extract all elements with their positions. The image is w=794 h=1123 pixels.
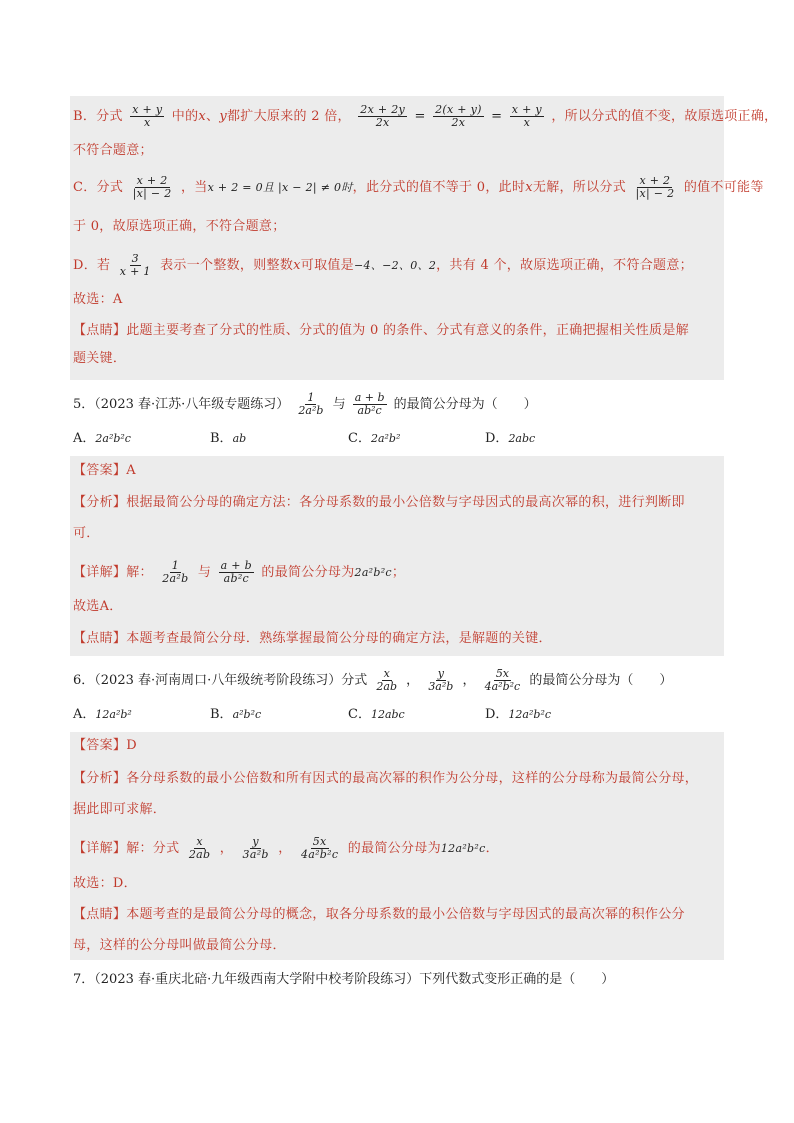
question-6-option-a: A．12a²b² (73, 707, 132, 722)
question-6-comment-cont: 母，这样的公分母叫做最简公分母． (73, 938, 286, 953)
question-6-analysis-cont: 据此即可求解． (73, 802, 167, 817)
comment-line-cont: 题关键． (73, 351, 127, 366)
fraction: $\frac{x + y}{x}$ (132, 103, 163, 129)
fraction: $\frac{2(x + y)}{2x}$ (435, 103, 482, 129)
question-6-option-d: D．12a²b²c (485, 707, 552, 722)
question-5-stem: 5．（2023 春·江苏·八年级专题练习） $\frac{1}{\text{2a²b}}$ 与 $\frac{a + b}{\text{ab²c}}$ 的最简公分母为（ ） (73, 391, 537, 417)
fraction: $\frac{x}{2ab}$ (376, 667, 398, 693)
question-7-stem: 7．（2023 春·重庆北碚·九年级西南大学附中校考阶段练习）下列代数式变形正确的是（ ） (73, 972, 615, 987)
question-6-answer: 【答案】D (73, 738, 137, 753)
question-5-comment: 【点睛】本题考查最简公分母．熟练掌握最简公分母的确定方法，是解题的关键． (73, 631, 552, 646)
comment-line: 【点睛】此题主要考查了分式的性质、分式的值为 0 的条件、分式有意义的条件，正确把握相关性质是解 (73, 323, 689, 338)
fraction: $\frac{a + b}{\text{ab²c}}$ (354, 391, 385, 417)
fraction: $\frac{x + y}{x}$ (511, 103, 542, 129)
question-6-comment: 【点睛】本题考查的是最简公分母的概念，取各分母系数的最小公倍数与字母因式的最高次幂的积作公分 (73, 907, 685, 922)
question-6-stem: 6．（2023 春·河南周口·八年级统考阶段练习）分式 $\frac{x}{2ab}$ ， $\frac{y}{\text{3a²b}}$ ， $\frac{5x}{\text{4a²b²c}}$ 的最简公分母为（ ） (73, 667, 673, 693)
question-5-choice: 故选A． (73, 599, 123, 614)
question-6-option-c: C．12abc (348, 707, 405, 722)
question-6-choice: 故选：D． (73, 876, 137, 891)
question-5-option-b: B．ab (210, 431, 247, 446)
option-c-explanation-cont: 于 0，故原选项正确，不符合题意； (73, 219, 286, 234)
question-5-option-a: A．2a²b²c (73, 431, 131, 446)
fraction: $\frac{5x}{\text{4a²b²c}}$ (300, 835, 339, 861)
fraction: $\frac{y}{\text{3a²b}}$ (428, 667, 454, 693)
fraction: $\frac{2x + 2y}{2x}$ (360, 103, 406, 129)
question-6-analysis: 【分析】各分母系数的最小公倍数和所有因式的最高次幂的积作为公分母，这样的公分母称为最简公分母， (73, 771, 699, 786)
option-c-explanation: C．分式 $\frac{x + 2}{|x| - 2}$ ，当x + 2 = 0且 |x − 2| ≠ 0时，此分式的值不等于 0，此时x无解，所以分式 $\frac{x + 2}{|x| - 2}$ 的值不可能等 (73, 174, 764, 200)
question-5-detail: 【详解】解： $\frac{1}{\text{2a²b}}$ 与 $\frac{a + b}{\text{ab²c}}$ 的最简公分母为2a²b²c； (73, 559, 406, 585)
option-d-explanation: D．若 $\frac{3}{x + 1}$ 表示一个整数，则整数x可取值是−4、−2、0、2，共有 4 个，故原选项正确，不符合题意； (73, 252, 693, 278)
fraction: $\frac{5x}{\text{4a²b²c}}$ (484, 667, 521, 693)
fraction: $\frac{3}{x + 1}$ (119, 252, 151, 278)
fraction: $\frac{a + b}{\text{ab²c}}$ (220, 559, 252, 585)
question-5-analysis-cont: 可． (73, 526, 100, 541)
fraction: $\frac{x + 2}{|x| - 2}$ (132, 174, 172, 200)
answer-line: 故选：A (73, 292, 123, 307)
option-b-explanation: B．分式 $\frac{x + y}{x}$ 中的x、y都扩大原来的 2 倍， $\frac{2x + 2y}{2x}$ = $\frac{2(x + y)}{2x}$ = $\frac{x + y}{x}$ ，所以分式的值不变，故原选项正确， (73, 103, 778, 129)
question-5-analysis: 【分析】根据最简公分母的确定方法：各分母系数的最小公倍数与字母因式的最高次幂的积，进行判断即 (73, 495, 685, 510)
question-6-detail: 【详解】解：分式 $\frac{x}{2ab}$ ， $\frac{y}{\text{3a²b}}$ ， $\frac{5x}{\text{4a²b²c}}$ 的最简公分母为12a²b²c． (73, 835, 499, 861)
solution-block-5 (70, 456, 724, 656)
fraction: $\frac{1}{\text{2a²b}}$ (298, 391, 324, 417)
fraction: $\frac{x + 2}{|x| - 2}$ (635, 174, 675, 200)
fraction: $\frac{y}{\text{3a²b}}$ (242, 835, 269, 861)
question-5-option-d: D．2abc (485, 431, 536, 446)
option-b-label: B．分式 (73, 109, 123, 124)
fraction: $\frac{1}{\text{2a²b}}$ (162, 559, 189, 585)
question-6-option-b: B．a²b²c (210, 707, 262, 722)
question-5-answer: 【答案】A (73, 463, 136, 478)
fraction: $\frac{x}{2ab}$ (188, 835, 211, 861)
option-b-explanation-cont: 不符合题意； (73, 143, 153, 158)
question-5-option-c: C．2a²b² (348, 431, 401, 446)
